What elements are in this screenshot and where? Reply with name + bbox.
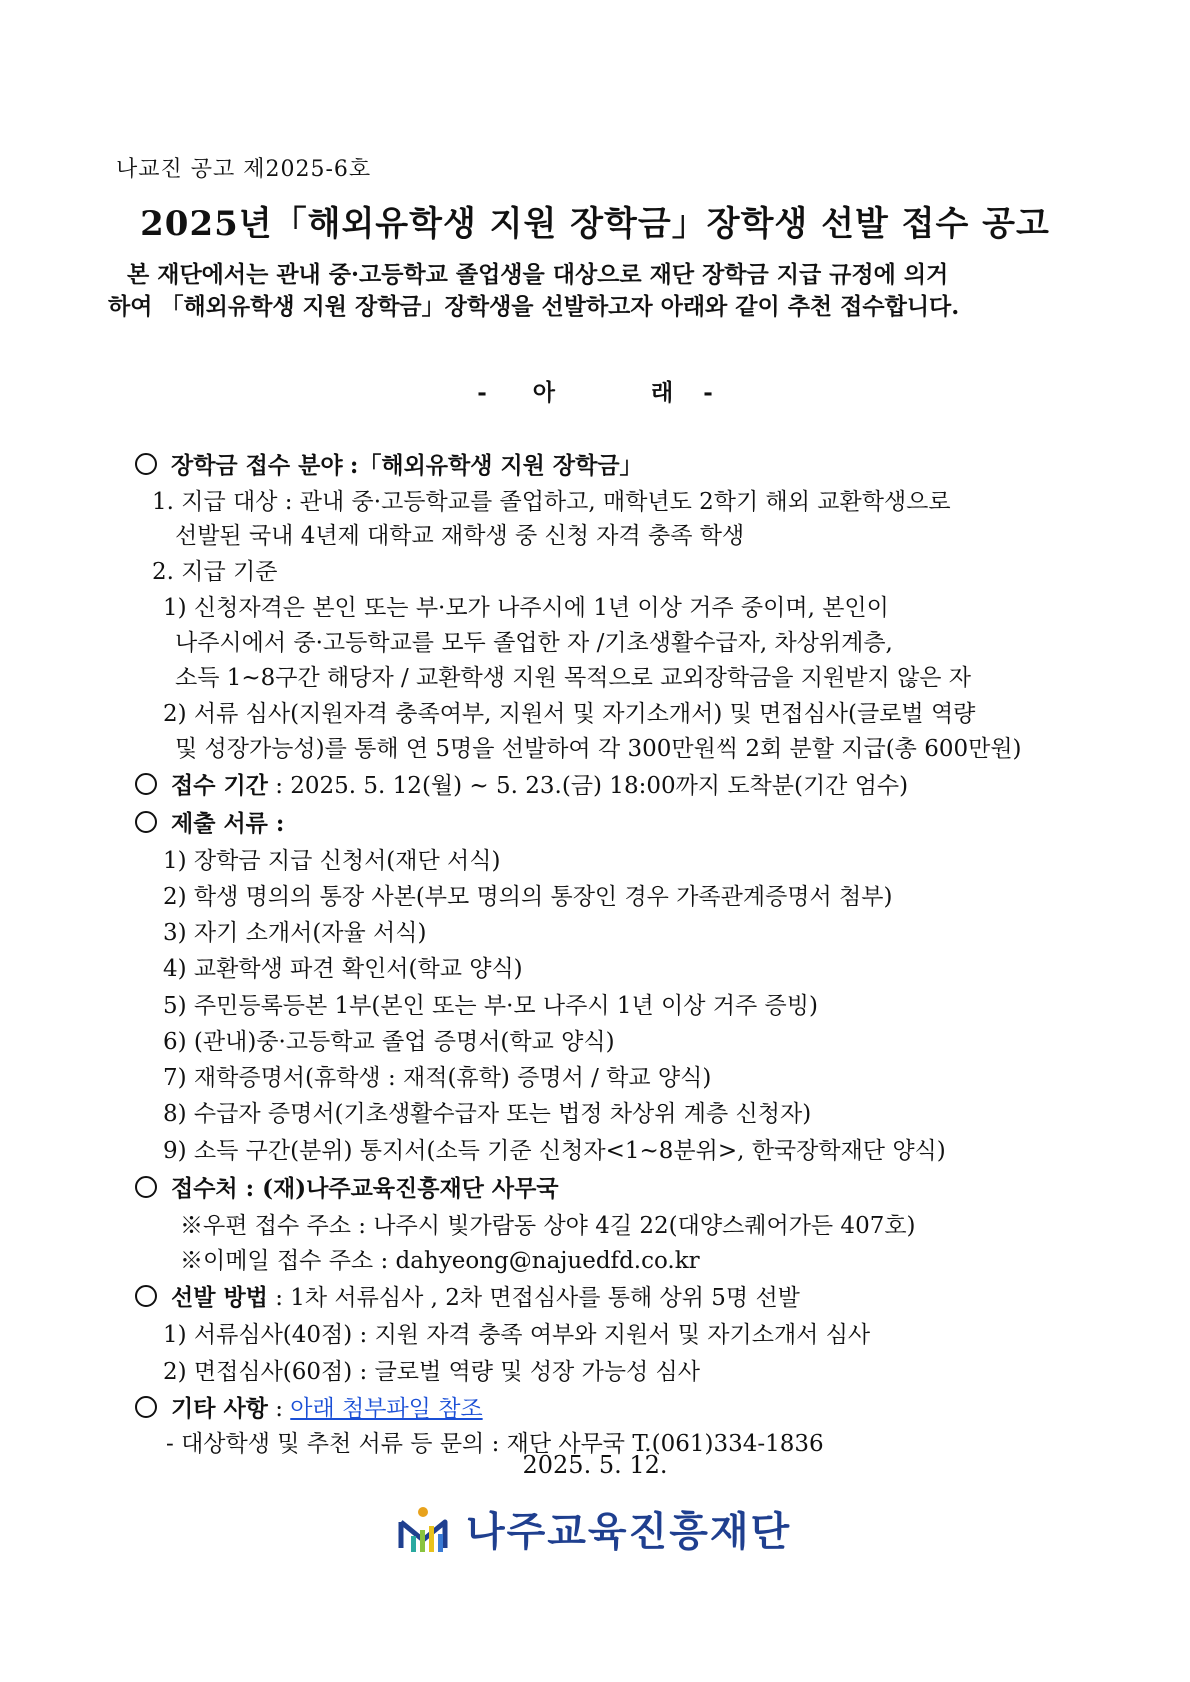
notice-number: 나교진 공고 제2025-6호 — [116, 157, 372, 182]
field-item2: 2. 지급 기준 — [152, 559, 278, 585]
notice-date: 2025. 5. 12. — [522, 1451, 668, 1479]
criteria1-line2: 나주시에서 중·고등학교를 모두 졸업한 자 /기초생활수급자, 차상위계층, — [175, 630, 893, 656]
selection-label: 선발 방법 — [171, 1284, 268, 1311]
criteria1-line3: 소득 1~8구간 해당자 / 교환학생 지원 목적으로 교외장학금을 지원받지 않은 자 — [175, 665, 971, 691]
period-row — [135, 767, 908, 800]
selection-item: 2) 면접심사(60점) : 글로벌 역량 및 성장 가능성 심사 — [163, 1359, 700, 1385]
receiver-row — [135, 1170, 559, 1203]
field-item1-line1: 1. 지급 대상 : 관내 중·고등학교를 졸업하고, 매학년도 2학기 해외 교환학생으로 — [152, 489, 951, 515]
criteria2-line1: 2) 서류 심사(지원자격 충족여부, 지원서 및 자기소개서) 및 면접심사(글로벌 역량 — [163, 701, 976, 727]
circle-bullet-icon — [135, 1176, 157, 1198]
circle-bullet-icon — [135, 1285, 157, 1307]
heading-a: 아 — [532, 379, 555, 406]
document-item: 2) 학생 명의의 통장 사본(부모 명의의 통장인 경우 가족관계증명서 첨부) — [163, 884, 893, 910]
etc-row — [135, 1390, 483, 1423]
etc-colon: : — [275, 1396, 283, 1422]
criteria1-line1: 1) 신청자격은 본인 또는 부·모가 나주시에 1년 이상 거주 중이며, 본인이 — [163, 595, 889, 621]
circle-bullet-icon — [135, 1396, 157, 1418]
receiver-email: ※이메일 접수 주소 : dahyeong@najuedfd.co.kr — [180, 1248, 700, 1274]
selection-value: : 1차 서류심사 , 2차 면접심사를 통해 상위 5명 선발 — [275, 1285, 800, 1311]
document-item: 5) 주민등록등본 1부(본인 또는 부·모 나주시 1년 이상 거주 증빙) — [163, 993, 818, 1019]
selection-row — [135, 1279, 800, 1312]
period-label: 접수 기간 — [171, 772, 268, 799]
field-item1-line2: 선발된 국내 4년제 대학교 재학생 중 신청 자격 충족 학생 — [175, 523, 745, 549]
criteria2-line2: 및 성장가능성)를 통해 연 5명을 선발하여 각 300만원씩 2회 분할 지급(총 600만원) — [175, 736, 1022, 762]
field-row — [135, 447, 643, 480]
field-value: :「해외유학생 지원 장학금」 — [349, 452, 643, 479]
receiver-label: 접수처 : (재)나주교육진흥재단 사무국 — [171, 1175, 559, 1202]
documents-row — [135, 805, 284, 838]
document-item: 3) 자기 소개서(자율 서식) — [163, 920, 427, 946]
field-label: 장학금 접수 분야 — [171, 452, 343, 479]
etc-label: 기타 사항 — [171, 1395, 268, 1422]
circle-bullet-icon — [135, 811, 157, 833]
heading-rae: 래 — [651, 379, 674, 406]
document-item: 4) 교환학생 파견 확인서(학교 양식) — [163, 956, 523, 982]
document-item: 9) 소득 구간(분위) 통지서(소득 기준 신청자<1~8분위>, 한국장학재단 양식) — [163, 1138, 946, 1164]
intro-line-1: 본 재단에서는 관내 중·고등학교 졸업생을 대상으로 재단 장학금 지급 규정에 의거 — [127, 261, 949, 288]
circle-bullet-icon — [135, 453, 157, 475]
receiver-mail: ※우편 접수 주소 : 나주시 빛가람동 상야 4길 22(대양스퀘어가든 407호) — [180, 1213, 916, 1239]
documents-label: 제출 서류 : — [171, 810, 285, 837]
document-item: 1) 장학금 지급 신청서(재단 서식) — [163, 848, 501, 874]
circle-bullet-icon — [135, 773, 157, 795]
section-heading — [0, 374, 1190, 407]
intro-line-2: 하여 「해외유학생 지원 장학금」장학생을 선발하고자 아래와 같이 추천 접수합니다. — [108, 293, 960, 320]
page-title: 2025년「해외유학생 지원 장학금」장학생 선발 접수 공고 — [140, 204, 1050, 244]
foundation-name: 나주교육진흥재단 — [466, 1509, 792, 1555]
document-item: 7) 재학증명서(휴학생 : 재적(휴학) 증명서 / 학교 양식) — [163, 1065, 712, 1091]
etc-inquiry: - 대상학생 및 추천 서류 등 문의 : 재단 사무국 T.(061)334-1836 — [166, 1431, 824, 1457]
selection-item: 1) 서류심사(40점) : 지원 자격 충족 여부와 지원서 및 자기소개서 심사 — [163, 1322, 871, 1348]
heading-dash-right: - — [703, 379, 713, 406]
document-item: 6) (관내)중·고등학교 졸업 증명서(학교 양식) — [163, 1029, 615, 1055]
foundation-logo-icon — [395, 1500, 451, 1556]
period-value: : 2025. 5. 12(월) ~ 5. 23.(금) 18:00까지 도착분(기간 엄수) — [275, 773, 909, 799]
document-item: 8) 수급자 증명서(기초생활수급자 또는 법정 차상위 계층 신청자) — [163, 1101, 812, 1127]
attachment-link[interactable]: 아래 첨부파일 참조 — [290, 1396, 483, 1422]
heading-dash-left: - — [477, 379, 487, 406]
